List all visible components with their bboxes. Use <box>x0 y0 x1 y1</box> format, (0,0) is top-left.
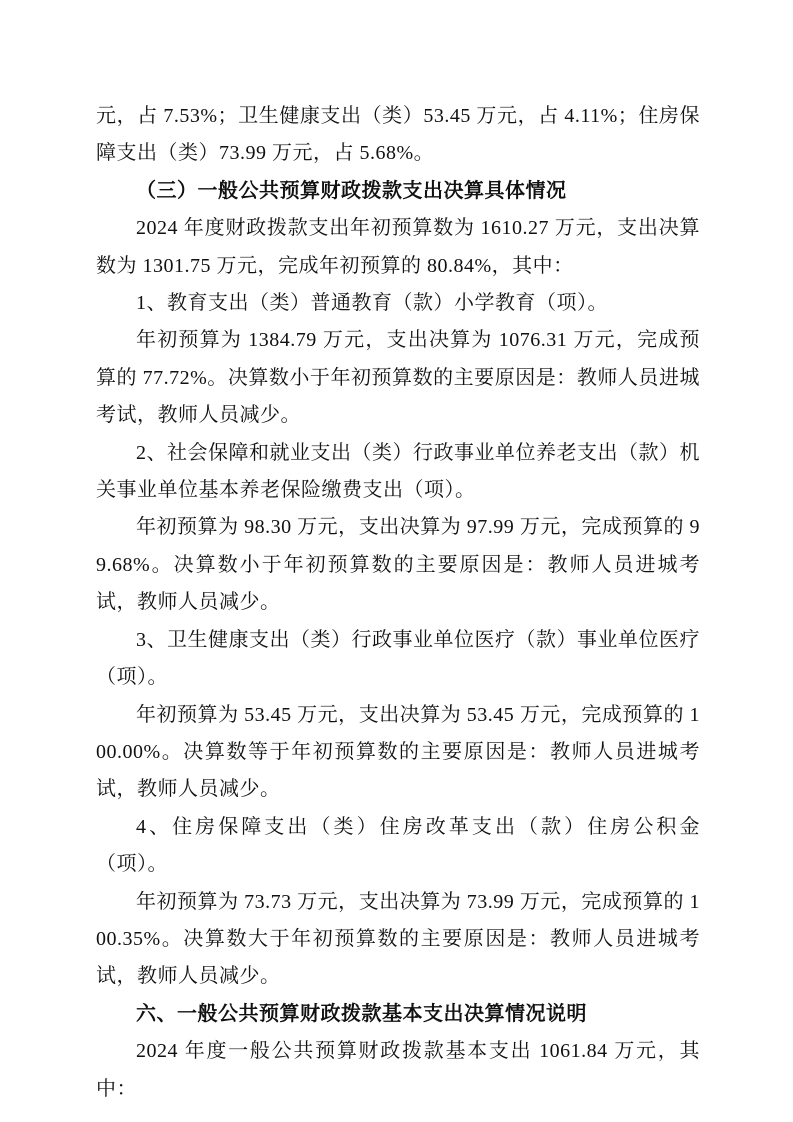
paragraph-continuation: 元，占 7.53%；卫生健康支出（类）53.45 万元，占 4.11%；住房保障支出（类）73.99 万元，占 5.68%。 <box>96 105 700 165</box>
paragraph-item-4-title: 4、住房保障支出（类）住房改革支出（款）住房公积金（项）。 <box>96 815 700 876</box>
section-heading-section-6: 六、一般公共预算财政拨款基本支出决算情况说明 <box>136 1002 587 1025</box>
paragraph-item-3-detail: 年初预算为 53.45 万元，支出决算为 53.45 万元，完成预算的 100.00%。决算数等于年初预算数的主要原因是：教师人员进城考试，教师人员减少。 <box>96 703 700 801</box>
paragraph-item-1-detail: 年初预算为 1384.79 万元，支出决算为 1076.31 万元，完成预算的 77.72%。决算数小于年初预算数的主要原因是：教师人员进城考试，教师人员减少。 <box>96 329 700 427</box>
paragraph-item-3-title: 3、卫生健康支出（类）行政事业单位医疗（款）事业单位医疗（项）。 <box>96 628 700 689</box>
section-heading-subsection-3: （三）一般公共预算财政拨款支出决算具体情况 <box>136 179 567 202</box>
paragraph-item-2-detail: 年初预算为 98.30 万元，支出决算为 97.99 万元，完成预算的 99.68%。决算数小于年初预算数的主要原因是：教师人员进城考试，教师人员减少。 <box>96 516 700 614</box>
paragraph-item-2-title: 2、社会保障和就业支出（类）行政事业单位养老支出（款）机关事业单位基本养老保险缴费支出（项）。 <box>96 441 700 502</box>
document-body <box>96 98 700 1108</box>
paragraph-basic-expenditure: 2024 年度一般公共预算财政拨款基本支出 1061.84 万元，其中： <box>96 1040 700 1100</box>
paragraph-item-1-title: 1、教育支出（类）普通教育（款）小学教育（项）。 <box>136 292 608 315</box>
paragraph-item-4-detail: 年初预算为 73.73 万元，支出决算为 73.99 万元，完成预算的 100.35%。决算数大于年初预算数的主要原因是：教师人员进城考试，教师人员减少。 <box>96 890 700 988</box>
paragraph-overview: 2024 年度财政拨款支出年初预算数为 1610.27 万元，支出决算数为 1301.75 万元，完成年初预算的 80.84%，其中： <box>96 217 700 277</box>
